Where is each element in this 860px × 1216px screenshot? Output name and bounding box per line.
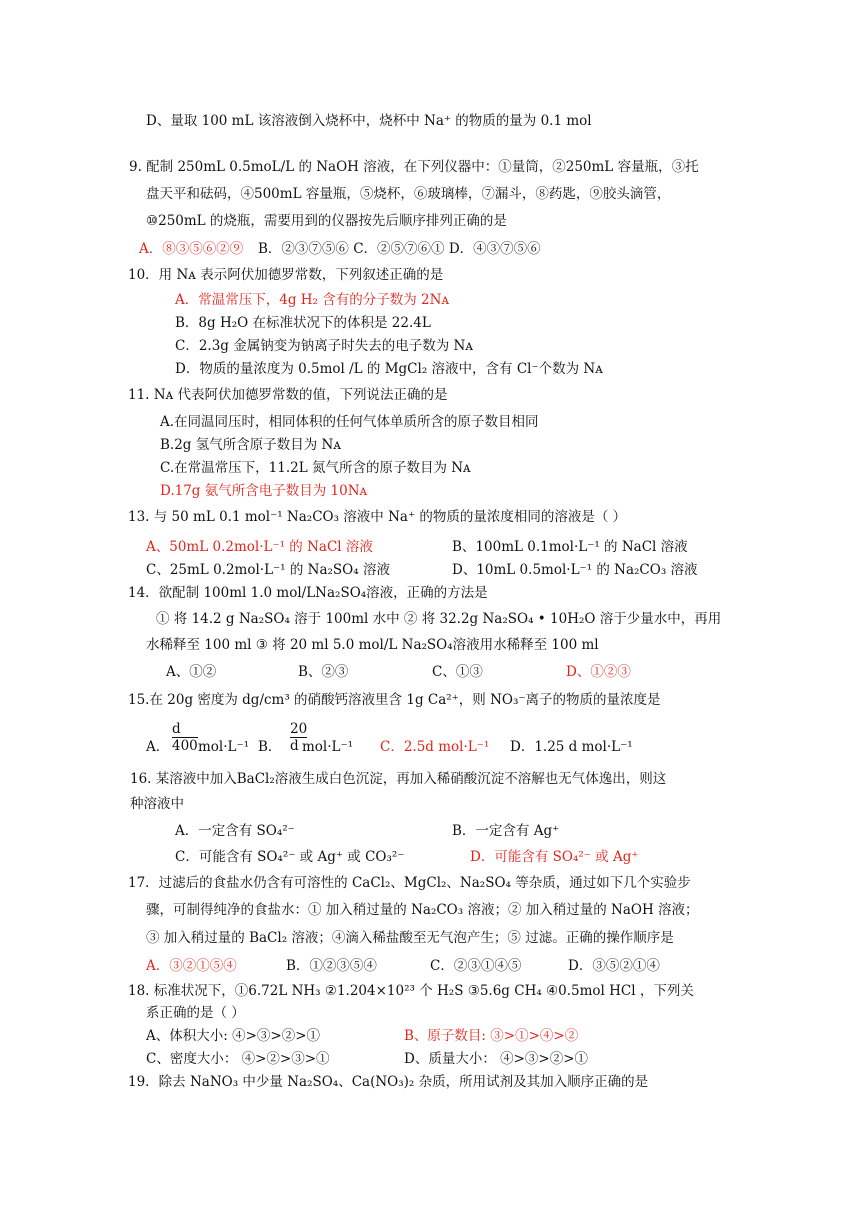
q11-option-a: A.在同温同压时，相同体积的任何气体单质所含的原子数目相同 xyxy=(160,414,539,430)
q9-other-options: B．②③⑦⑤⑥ C．②⑤⑦⑥① D．④③⑦⑤⑥ xyxy=(258,241,541,257)
q14-option-c: C、①③ xyxy=(432,664,483,680)
q11-option-c: C.在常温常压下，11.2L 氮气所含的原子数目为 Nᴀ xyxy=(160,460,471,476)
q15-option-a-fraction xyxy=(172,721,198,754)
q16-option-b: B．一定含有 Ag⁺ xyxy=(452,823,560,839)
q15-option-d: D．1.25 d mol·L⁻¹ xyxy=(510,739,633,755)
q13-option-c: C、25mL 0.2mol·L⁻¹ 的 Na₂SO₄ 溶液 xyxy=(146,562,390,578)
q18-option-c: C、密度大小： ④>②>③>① xyxy=(146,1051,330,1067)
q10-option-c: C．2.3g 金属钠变为钠离子时失去的电子数为 Nᴀ xyxy=(175,338,473,354)
q15-option-b-denominator: d xyxy=(290,737,307,754)
q9-stem-line3: ⑩250mL 的烧瓶，需要用到的仪器按先后顺序排列正确的是 xyxy=(146,213,507,229)
q18-stem-line1: 18. 标准状况下，①6.72L NH₃ ②1.204×10²³ 个 H₂S ③5.6g CH₄ ④0.5mol HCl ，下列关 xyxy=(128,983,694,999)
q10-stem: 10．用 Nᴀ 表示阿伏加德罗常数，下列叙述正确的是 xyxy=(128,267,444,283)
q15-option-a-unit: mol·L⁻¹ xyxy=(198,739,250,755)
q18-option-a: A、体积大小: ④>③>②>① xyxy=(146,1028,321,1044)
q10-answer-option-a: A．常温常压下，4g H₂ 含有的分子数为 2Nᴀ xyxy=(175,292,450,308)
q17-answer-option-a: A．③②①⑤④ xyxy=(146,958,237,974)
q16-stem-line2: 种溶液中 xyxy=(130,796,184,812)
q10-option-b: B．8g H₂O 在标准状况下的体积是 22.4L xyxy=(175,315,431,331)
q16-answer-option-d: D．可能含有 SO₄²⁻ 或 Ag⁺ xyxy=(470,849,639,865)
q17-stem-line3: ③ 加入稍过量的 BaCl₂ 溶液；④滴入稀盐酸至无气泡产生；⑤ 过滤。正确的操作顺序是 xyxy=(146,930,674,946)
q13-option-b: B、100mL 0.1mol·L⁻¹ 的 NaCl 溶液 xyxy=(452,539,688,555)
q14-stem: 14．欲配制 100ml 1.0 mol/LNa₂SO₄溶液，正确的方法是 xyxy=(128,585,488,601)
q15-answer-option-c: C．2.5d mol·L⁻¹ xyxy=(380,739,490,755)
q15-option-b-unit: mol·L⁻¹ xyxy=(302,739,354,755)
q13-answer-option-a: A、50mL 0.2mol·L⁻¹ 的 NaCl 溶液 xyxy=(146,539,373,555)
q8-option-d: D、量取 100 mL 该溶液倒入烧杯中，烧杯中 Na⁺ 的物质的量为 0.1 mol xyxy=(146,113,592,129)
q9-answer-option-a: A．⑧③⑤⑥②⑨ xyxy=(139,241,244,257)
q19-stem: 19．除去 NaNO₃ 中少量 Na₂SO₄、Ca(NO₃)₂ 杂质，所用试剂及其加入顺序正确的是 xyxy=(128,1074,649,1090)
q15-option-a-numerator: d xyxy=(172,721,181,737)
q15-stem: 15.在 20g 密度为 dg/cm³ 的硝酸钙溶液里含 1g Ca²⁺，则 NO₃⁻离子的物质的量浓度是 xyxy=(128,692,661,708)
q11-answer-option-d: D.17g 氨气所含电子数目为 10Nᴀ xyxy=(160,483,368,499)
q15-option-a-denominator: 400 xyxy=(172,738,198,754)
q17-stem-line2: 骤，可制得纯净的食盐水：① 加入稍过量的 Na₂CO₃ 溶液；② 加入稍过量的 NaOH 溶液； xyxy=(146,902,699,918)
q9-stem-line2: 盘天平和砝码，④500mL 容量瓶，⑤烧杯，⑥玻璃棒，⑦漏斗，⑧药匙，⑨胶头滴管， xyxy=(146,186,671,202)
q14-answer-option-d: D、①②③ xyxy=(566,664,631,680)
q14-methods-line1: ① 将 14.2 g Na₂SO₄ 溶于 100ml 水中 ② 将 32.2g Na₂SO₄ • 10H₂O 溶于少量水中，再用 xyxy=(156,611,722,627)
q18-stem-line2: 系正确的是（ ） xyxy=(146,1005,245,1021)
q14-option-b: B、②③ xyxy=(298,664,349,680)
q17-option-c: C．②③①④⑤ xyxy=(430,958,522,974)
q18-answer-option-b: B、原子数目: ③>①>④>② xyxy=(404,1028,579,1044)
q18-option-d: D、质量大小： ④>③>②>① xyxy=(404,1051,589,1067)
q17-stem-line1: 17．过滤后的食盐水仍含有可溶性的 CaCl₂、MgCl₂、Na₂SO₄ 等杂质，通过如下几个实验步 xyxy=(128,875,691,891)
q10-option-d: D．物质的量浓度为 0.5mol /L 的 MgCl₂ 溶液中，含有 Cl⁻个数为 Nᴀ xyxy=(175,361,603,377)
q13-stem: 13. 与 50 mL 0.1 mol⁻¹ Na₂CO₃ 溶液中 Na⁺ 的物质的量浓度相同的溶液是（ ） xyxy=(128,509,627,525)
q17-option-b: B．①②③⑤④ xyxy=(286,958,377,974)
q15-option-b-label: B． xyxy=(258,739,282,755)
q14-option-a: A、①② xyxy=(166,664,217,680)
q16-stem-line1: 16. 某溶液中加入BaCl₂溶液生成白色沉淀，再加入稀硝酸沉淀不溶解也无气体逸出，则这 xyxy=(130,771,667,787)
q11-option-b: B.2g 氢气所含原子数目为 Nᴀ xyxy=(160,437,341,453)
q14-methods-line2: 水稀释至 100 ml ③ 将 20 ml 5.0 mol/L Na₂SO₄溶液用水稀释至 100 ml xyxy=(146,637,599,653)
q15-option-b-numerator: 20 xyxy=(290,721,308,737)
q16-option-c: C．可能含有 SO₄²⁻ 或 Ag⁺ 或 CO₃²⁻ xyxy=(175,849,405,865)
q13-option-d: D、10mL 0.5mol·L⁻¹ 的 Na₂CO₃ 溶液 xyxy=(452,562,698,578)
q9-stem-line1: 9. 配制 250mL 0.5moL/L 的 NaOH 溶液，在下列仪器中：①量筒，②250mL 容量瓶，③托 xyxy=(129,159,699,175)
q11-stem: 11. Nᴀ 代表阿伏加德罗常数的值，下列说法正确的是 xyxy=(128,387,448,403)
q15-option-a-label: A． xyxy=(146,739,170,755)
q16-option-a: A．一定含有 SO₄²⁻ xyxy=(175,823,295,839)
q17-option-d: D．③⑤②①④ xyxy=(568,958,660,974)
